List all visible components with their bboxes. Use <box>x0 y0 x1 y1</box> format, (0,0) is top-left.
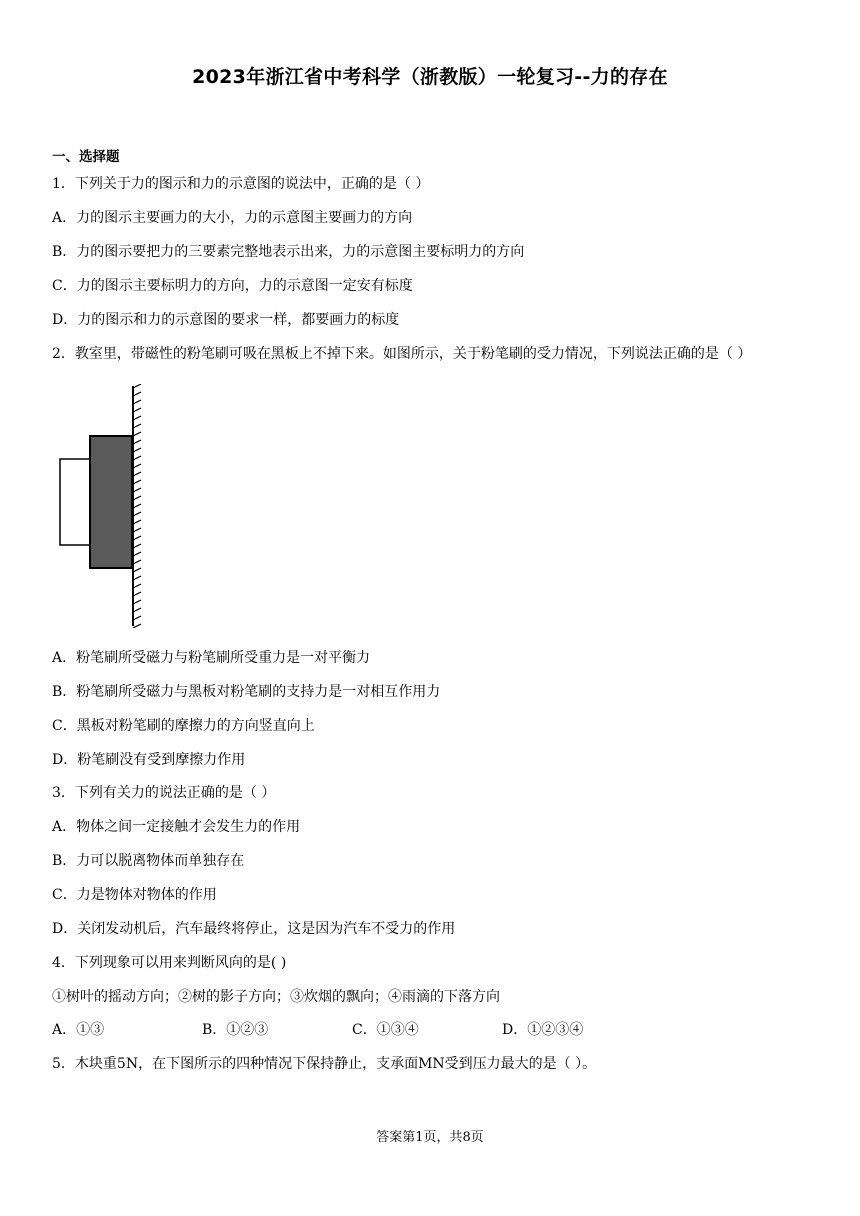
wall-hatching <box>133 384 141 628</box>
question-4-option-b: B．①②③ <box>202 1022 269 1038</box>
brush-handle <box>60 459 90 545</box>
question-2-option-c: C．黑板对粉笔刷的摩擦力的方向竖直向上 <box>52 718 315 734</box>
chalk-brush-on-blackboard-figure <box>56 384 146 628</box>
question-4-option-c: C．①③④ <box>352 1022 419 1038</box>
question-3-stem: 3．下列有关力的说法正确的是（ ） <box>52 785 276 801</box>
brush-body <box>90 436 132 568</box>
document-title: 2023年浙江省中考科学（浙教版）一轮复习--力的存在 <box>192 66 668 88</box>
question-3-option-a: A．物体之间一定接触才会发生力的作用 <box>52 819 301 835</box>
question-3-option-c: C．力是物体对物体的作用 <box>52 887 217 903</box>
question-1-option-c: C．力的图示主要标明力的方向，力的示意图一定安有标度 <box>52 278 413 294</box>
question-1-stem: 1．下列关于力的图示和力的示意图的说法中，正确的是（ ） <box>52 176 430 192</box>
question-4-option-a: A．①③ <box>52 1022 105 1038</box>
section-heading: 一、选择题 <box>52 149 120 165</box>
question-1-option-a: A．力的图示主要画力的大小，力的示意图主要画力的方向 <box>52 210 413 226</box>
question-4-options <box>52 1019 612 1039</box>
question-2-stem: 2．教室里，带磁性的粉笔刷可吸在黑板上不掉下来。如图所示，关于粉笔刷的受力情况，下列说法正确的是（ ） <box>52 346 752 362</box>
question-2-option-b: B．粉笔刷所受磁力与黑板对粉笔刷的支持力是一对相互作用力 <box>52 684 441 700</box>
question-2-option-d: D．粉笔刷没有受到摩擦力作用 <box>52 752 246 768</box>
question-1-option-d: D．力的图示和力的示意图的要求一样，都要画力的标度 <box>52 312 400 328</box>
question-3-option-d: D．关闭发动机后，汽车最终将停止，这是因为汽车不受力的作用 <box>52 921 456 937</box>
question-2-option-a: A．粉笔刷所受磁力与粉笔刷所受重力是一对平衡力 <box>52 650 371 666</box>
question-4-option-d: D．①②③④ <box>502 1022 584 1038</box>
question-4-items: ①树叶的摇动方向；②树的影子方向；③炊烟的飘向；④雨滴的下落方向 <box>52 989 500 1005</box>
question-4-stem: 4．下列现象可以用来判断风向的是( ) <box>52 955 287 971</box>
question-1-option-b: B．力的图示要把力的三要素完整地表示出来，力的示意图主要标明力的方向 <box>52 244 525 260</box>
question-3-option-b: B．力可以脱离物体而单独存在 <box>52 853 245 869</box>
question-5-stem: 5．木块重5N，在下图所示的四种情况下保持静止，支承面MN受到压力最大的是（ ）。 <box>52 1056 597 1072</box>
page-footer: 答案第1页，共8页 <box>376 1130 484 1145</box>
